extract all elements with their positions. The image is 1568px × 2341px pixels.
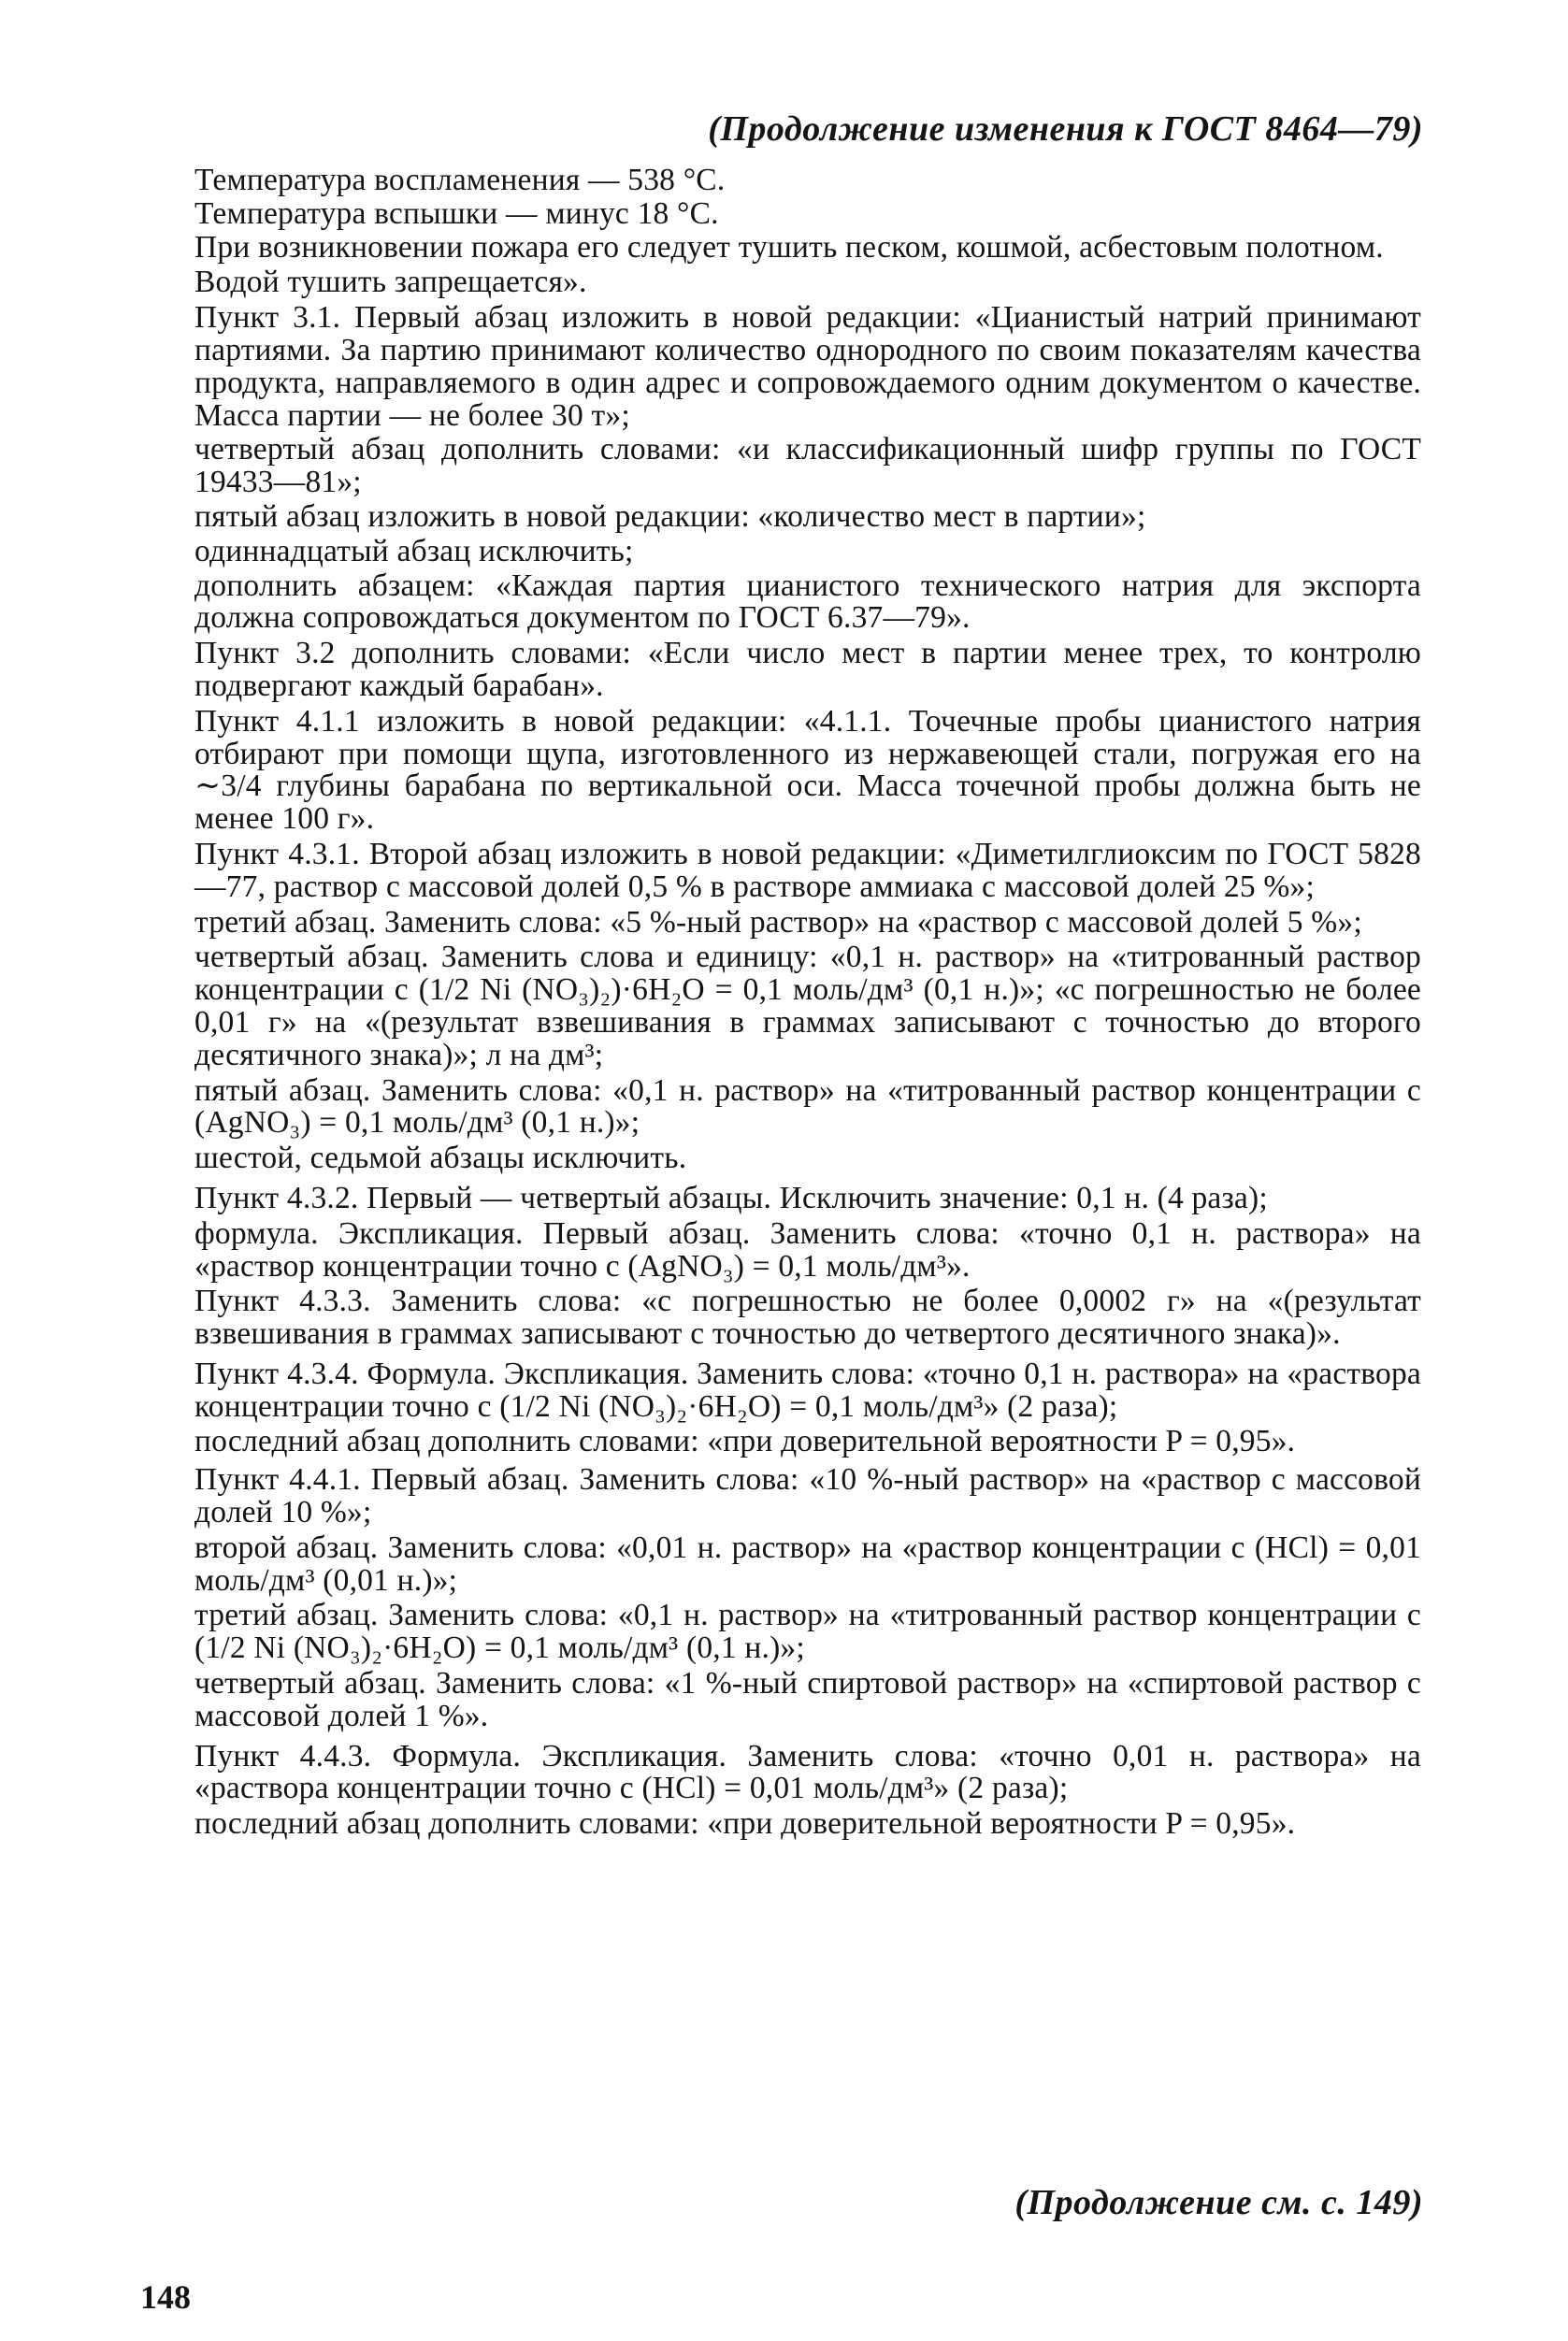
paragraph: Пункт 3.1. Первый абзац изложить в новой редакции: «Цианистый натрий принимают партиями. За партию принимают количество однородного по своим показателям качества продукта, направляемого в один адрес и сопровождаемого одним документом о качестве. Масса партии — не более 30 т»;: [194, 300, 1421, 433]
paragraph: четвертый абзац дополнить словами: «и классификационный шифр группы по ГОСТ 19433—81»;: [194, 432, 1421, 500]
paragraph: пятый абзац. Заменить слова: «0,1 н. раствор» на «титрованный раствор концентрации c (AgNO₃) = 0,1 моль/дм³ (0,1 н.)»;: [194, 1072, 1421, 1141]
paragraph: четвертый абзац. Заменить слова: «1 %-ный спиртовой раствор» на «спиртовой раствор с массовой долей 1 %».: [194, 1666, 1421, 1733]
paragraph: Пункт 4.3.2. Первый — четвертый абзацы. Исключить значение: 0,1 н. (4 раза);: [194, 1180, 1268, 1215]
paragraph: третий абзац. Заменить слова: «0,1 н. раствор» на «титрованный раствор концентрации c (1/2 Ni (NO₃)₂·6H₂O) = 0,1 моль/дм³ (0,1 н.)»;: [194, 1598, 1421, 1666]
paragraph: третий абзац. Заменить слова: «5 %-ный раствор» на «раствор с массовой долей 5 %»;: [194, 904, 1362, 940]
paragraph: Пункт 4.3.1. Второй абзац изложить в новой редакции: «Диметилглиоксим по ГОСТ 5828—77, раствор с массовой долей 0,5 % в растворе аммиака с массовой долей 25 %»;: [194, 836, 1421, 904]
paragraph: Пункт 4.4.1. Первый абзац. Заменить слова: «10 %-ный раствор» на «раствор с массовой долей 10 %»;: [194, 1462, 1421, 1530]
paragraph: Пункт 4.3.3. Заменить слова: «с погрешностью не более 0,0002 г» на «(результат взвешивания в граммах записывают с точностью до четвертого десятичного знака)».: [194, 1284, 1421, 1352]
paragraph: Водой тушить запрещается».: [194, 265, 587, 300]
paragraph: Температура вспышки — минус 18 °С.: [194, 195, 719, 231]
paragraph: шестой, седьмой абзацы исключить.: [194, 1141, 687, 1176]
paragraph: второй абзац. Заменить слова: «0,01 н. раствор» на «раствор концентрации c (HCl) = 0,01 моль/дм³ (0,01 н.)»;: [194, 1530, 1421, 1598]
paragraph: дополнить абзацем: «Каждая партия цианистого технического натрия для экспорта должна сопровождаться документом по ГОСТ 6.37—79».: [194, 567, 1421, 636]
paragraph: пятый абзац изложить в новой редакции: «количество мест в партии»;: [194, 498, 1146, 534]
paragraph: последний абзац дополнить словами: «при доверительной вероятности P = 0,95».: [194, 1424, 1296, 1459]
footer-continuation: (Продолжение см. с. 149): [1014, 2183, 1423, 2222]
paragraph: одиннадцатый абзац исключить;: [194, 533, 634, 568]
paragraph: четвертый абзац. Заменить слова и единицу: «0,1 н. раствор» на «титрованный раствор концентрации c (1/2 Ni (NO₃)₂)·6H₂O = 0,1 моль/дм³ (0,1 н.)»; «с погрешностью не более 0,01 г» на «(результат взвешивания в граммах записывают с точностью до второго десятичного знака)»; л на дм³;: [194, 940, 1421, 1072]
paragraph: Пункт 4.1.1 изложить в новой редакции: «4.1.1. Точечные пробы цианистого натрия отбирают при помощи щупа, изготовленного из нержавеющей стали, погружая его на ∼3/4 глубины барабана по вертикальной оси. Масса точечной пробы должна быть не менее 100 г».: [194, 703, 1421, 837]
paragraph: Температура воспламенения — 538 °С.: [194, 163, 726, 197]
paragraph: При возникновении пожара его следует тушить песком, кошмой, асбестовым полотном.: [194, 229, 1384, 265]
paragraph: Пункт 4.3.4. Формула. Экспликация. Заменить слова: «точно 0,1 н. раствора» на «раствора концентрации точно c (1/2 Ni (NO₃)₂·6H₂O) = 0,1 моль/дм³» (2 раза);: [194, 1356, 1421, 1424]
paragraph: Пункт 3.2 дополнить словами: «Если число мест в партии менее трех, то контролю подвергают каждый барабан».: [194, 636, 1421, 703]
paragraph: Пункт 4.4.3. Формула. Экспликация. Заменить слова: «точно 0,01 н. раствора» на «раствора концентрации точно c (HCl) = 0,01 моль/дм³» (2 раза);: [194, 1738, 1421, 1806]
paragraph: формула. Экспликация. Первый абзац. Заменить слова: «точно 0,1 н. раствора» на «раствор концентрации точно c (AgNO₃) = 0,1 моль/дм³».: [194, 1215, 1421, 1284]
page-number: 148: [140, 2278, 191, 2316]
paragraph: последний абзац дополнить словами: «при доверительной вероятности P = 0,95».: [194, 1806, 1296, 1842]
header-continuation: (Продолжение изменения к ГОСТ 8464—79): [708, 109, 1423, 149]
body-text: [194, 165, 1421, 1841]
